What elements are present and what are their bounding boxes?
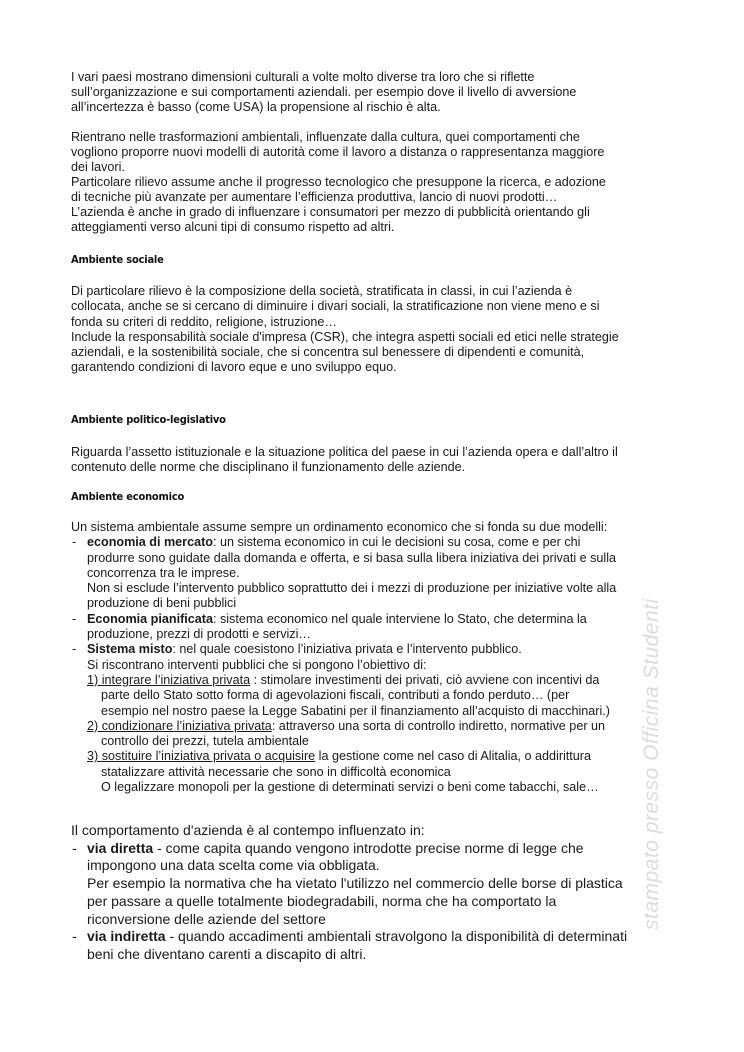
text-line (71, 627, 616, 642)
bold-term: via indiretta (87, 928, 166, 945)
text-segment: Si riscontrano interventi pubblici che si pongono l’obiettivo di: (87, 657, 427, 672)
text-line (71, 520, 616, 535)
heading-ambiente-sociale: Ambiente sociale (71, 253, 164, 266)
text-line (71, 596, 616, 611)
text-segment: : nel quale coesistono l’iniziativa privata e l’intervento pubblico. (172, 642, 522, 657)
paragraph-trasformazioni (71, 130, 606, 235)
text-segment: per passare a quelle totalmente biodegradabili, norma che ha comportato la (87, 892, 557, 909)
list-item (71, 642, 616, 657)
text-line (71, 284, 619, 299)
text-segment: I vari paesi mostrano dimensioni culturali a volte molto diverse tra loro che si riflette (71, 70, 535, 84)
text-segment: Rientrano nelle trasformazioni ambientali, influenzate dalla cultura, quei comportamenti che (71, 130, 580, 144)
bullet-dash: - (72, 611, 77, 626)
text-line (71, 946, 627, 964)
text-line (71, 85, 576, 100)
text-line (71, 765, 616, 780)
underlined-term: 2) condizionare l’iniziativa privata (87, 718, 272, 733)
heading-ambiente-politico: Ambiente politico-legislativo (71, 413, 226, 426)
text-segment: Include la responsabilità sociale d'impresa (CSR), che integra aspetti sociali ed etici nelle strategie (71, 329, 619, 344)
list-item (71, 612, 616, 627)
text-line (71, 299, 619, 314)
text-segment: L’azienda è anche in grado di influenzare i consumatori per mezzo di pubblicità orientando gli (71, 205, 590, 219)
text-line (71, 822, 627, 840)
bold-term: Sistema misto (87, 642, 173, 657)
text-segment: impongono una data scelta come via obbligata. (87, 857, 380, 874)
text-segment: contenuto delle norme che disciplinano il funzionamento delle aziende. (71, 460, 466, 475)
text-line (71, 205, 606, 220)
text-segment: - quando accadimenti ambientali stravolgono la disponibilità di determinati (165, 928, 628, 945)
text-segment: sull’organizzazione e sui comportamenti aziendali. per esempio dove il livello di avversione (71, 85, 577, 99)
list-item (71, 928, 627, 946)
list-item (71, 535, 616, 550)
text-line (71, 875, 627, 893)
text-line (71, 100, 576, 115)
text-line (71, 749, 616, 764)
text-line (71, 688, 616, 703)
text-line (71, 445, 618, 460)
text-segment: - come capita quando vengono introdotte precise norme di legge che (153, 839, 584, 856)
text-segment: produzione, prezzi di prodotti e servizi… (87, 627, 311, 642)
text-segment: produrre sono guidate dalla domanda e offerta, e si basa sulla libera iniziativa dei privati e sulla (87, 550, 617, 565)
bullet-dash: - (72, 839, 77, 856)
text-line (71, 893, 627, 911)
text-segment: Non si esclude l’intervento pubblico soprattutto dei i mezzi di produzione per iniziative volte alla (87, 581, 617, 596)
text-line (71, 330, 619, 345)
text-line (71, 190, 606, 205)
text-segment: collocata, anche se si cercano di diminuire i divari sociali, la stratificazione non viene meno e si (71, 299, 600, 314)
text-segment: Riguarda l’assetto istituzionale e la situazione politica del paese in cui l’azienda opera e dall’altro il (71, 445, 618, 459)
text-segment: garantendo condizioni di lavoro eque e uno sviluppo equo. (71, 360, 397, 375)
text-segment: concorrenza tra le imprese. (87, 565, 240, 580)
text-segment: : stimolare investimenti dei privati, ciò avviene con incentivi da (250, 672, 600, 687)
heading-ambiente-economico: Ambiente economico (71, 490, 185, 503)
text-line (71, 911, 627, 929)
text-segment: : attraverso una sorta di controllo indiretto, normative per un (271, 718, 606, 733)
paragraph-sociale (71, 284, 619, 376)
text-line (71, 673, 616, 688)
text-segment: atteggiamenti verso alcuni tipi di consumo rispetto ad altri. (71, 220, 395, 234)
text-line (71, 566, 616, 581)
text-segment: statalizzare attività necessarie che sono in difficoltà economica (101, 764, 451, 779)
text-segment: beni che diventano carenti a discapito di altri. (87, 945, 367, 962)
watermark: stampato presso Officina Studenti (640, 598, 663, 930)
paragraph-economico (71, 520, 616, 795)
text-line (71, 315, 619, 330)
text-line (71, 220, 606, 235)
text-line (71, 704, 616, 719)
text-segment: Particolare rilievo assume anche il progresso tecnologico che presuppone la ricerca, e adozione (71, 175, 606, 189)
underlined-term: 1) integrare l’iniziativa privata (87, 672, 251, 687)
paragraph-comportamento (71, 822, 627, 964)
text-line (71, 658, 616, 673)
text-line (71, 360, 619, 375)
text-segment: fonda su criteri di reddito, religione, istruzione… (71, 314, 337, 329)
list-item (71, 840, 627, 858)
bold-term: via diretta (87, 839, 154, 856)
text-line (71, 70, 576, 85)
text-line (71, 130, 606, 145)
text-segment: Di particolare rilievo è la composizione della società, stratificata in classi, in cui l’azienda è (71, 284, 573, 298)
bullet-dash: - (72, 535, 77, 550)
paragraph-politico (71, 445, 618, 476)
bold-term: economia di mercato (87, 535, 213, 550)
text-segment: : un sistema economico in cui le decisioni su cosa, come e per chi (212, 535, 581, 550)
text-segment: di tecniche più avanzate per aumentare l’efficienza produttiva, lancio di nuovi prodotti… (71, 190, 558, 204)
text-segment: esempio nel nostro paese la Legge Sabatini per il finanziamento all’acquisto di macchinari.) (101, 703, 610, 718)
bullet-dash: - (72, 642, 77, 657)
text-segment: all’incertezza è basso (come USA) la propensione al rischio è alta. (71, 100, 441, 114)
text-segment: aziendali, e la sostenibilità sociale, che si concentra sul benessere di dipendenti e comunità, (71, 345, 585, 360)
text-line (71, 780, 616, 795)
text-segment: riconversione delle aziende del settore (87, 910, 326, 927)
text-segment: O legalizzare monopoli per la gestione di determinati servizi o beni come tabacchi, sale… (101, 780, 599, 795)
text-line (71, 160, 606, 175)
text-line (71, 581, 616, 596)
bullet-dash: - (72, 928, 77, 945)
text-line (71, 175, 606, 190)
text-line (71, 719, 616, 734)
text-segment: parte dello Stato sotto forma di agevolazioni fiscali, contributi a fondo perduto… (per (101, 688, 570, 703)
text-line (71, 857, 627, 875)
text-segment: produzione di beni pubblici (87, 596, 237, 611)
text-line (71, 460, 618, 475)
text-line (71, 551, 616, 566)
bold-term: Economia pianificata (87, 611, 213, 626)
text-segment: la gestione come nel caso di Alitalia, o addirittura (315, 749, 592, 764)
text-segment: Il comportamento d'azienda è al contempo influenzato in: (71, 822, 425, 838)
text-line (71, 145, 606, 160)
underlined-term: 3) sostituire l’iniziativa privata o acquisire (87, 749, 316, 764)
text-line (71, 345, 619, 360)
paragraph-intro-culture (71, 70, 576, 115)
text-line (71, 734, 616, 749)
text-segment: Un sistema ambientale assume sempre un ordinamento economico che si fonda su due modelli: (71, 520, 608, 534)
text-segment: vogliono proporre nuovi modelli di autorità come il lavoro a distanza o rappresentanza maggiore (71, 145, 605, 159)
text-segment: controllo dei prezzi, tutela ambientale (101, 734, 309, 749)
text-segment: Per esempio la normativa che ha vietato l'utilizzo nel commercio delle borse di plastica (87, 875, 623, 892)
text-segment: : sistema economico nel quale interviene lo Stato, che determina la (212, 611, 587, 626)
text-segment: dei lavori. (71, 160, 125, 174)
